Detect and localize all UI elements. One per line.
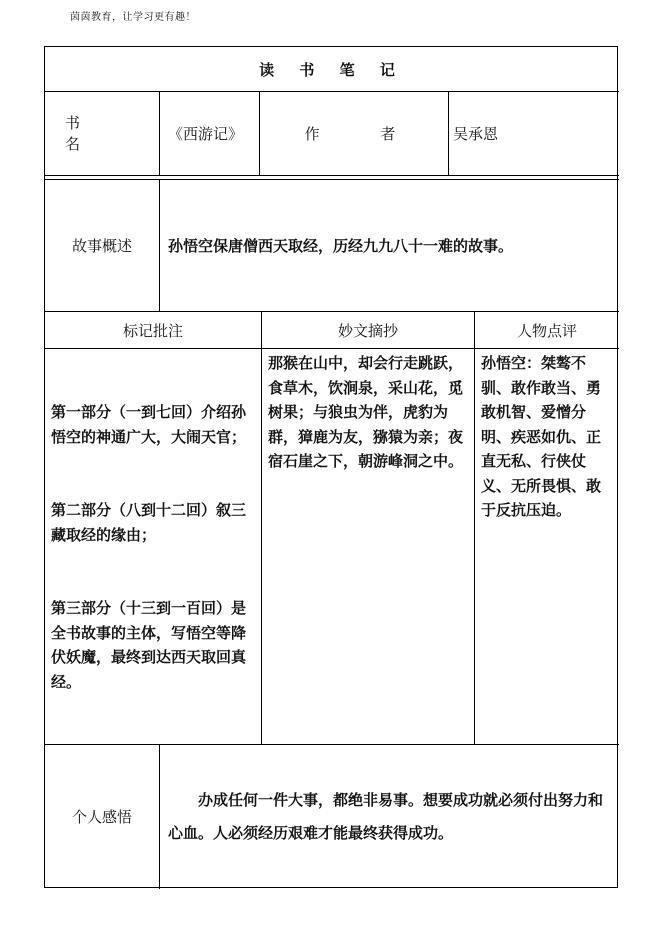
- book-name-value: 《西游记》: [168, 124, 244, 143]
- summary-text: 孙悟空保唐僧西天取经，历经九九八十一难的故事。: [168, 237, 514, 255]
- character-header: 人物点评: [516, 321, 577, 340]
- character-body: 孙悟空：桀骜不驯、敢作敢当、勇敢机智、爱憎分明、疾恶如仇、正直无私、行侠仗义、无所畏惧、敢于反抗压迫。: [481, 354, 602, 519]
- annotation-body: [45, 349, 261, 744]
- annotation-part-2: 第二部分（八到十二回）叙三藏取经的缘由；: [51, 501, 247, 544]
- excerpt-body: 那猴在山中，却会行走跳跃，食草木，饮涧泉，采山花，觅树果；与狼虫为伴，虎豹为群，獐鹿为友，猕猿为亲；夜宿石崖之下，朝游峰洞之中。: [268, 354, 464, 470]
- author-value: 吴承恩: [453, 124, 499, 143]
- reflection-text: 办成任何一件大事，都绝非易事。想要成功就必须付出努力和心血。人必须经历艰难才能最终获得成功。: [168, 790, 604, 842]
- author-label: 作 者: [304, 124, 424, 143]
- reading-notes-table: [44, 46, 618, 888]
- rule-info-1: [45, 175, 619, 176]
- header-note: 茵茵教育，让学习更有趣！: [70, 12, 196, 23]
- excerpt-header: 妙文摘抄: [337, 321, 398, 340]
- notes-title: 读 书 笔 记: [259, 60, 405, 79]
- reflection-cell: [160, 745, 619, 888]
- summary-label: 故事概述: [71, 237, 132, 255]
- annotation-part-1: 第一部分（一到七回）介绍孙悟空的神通广大，大闹天官；: [51, 403, 247, 446]
- reflection-label: 个人感悟: [71, 808, 132, 826]
- annotation-part-3: 第三部分（十三到一百回）是全书故事的主体，写悟空等降伏妖魔，最终到达西天取回真经。: [51, 599, 247, 691]
- book-name-label: 书 名: [65, 114, 109, 153]
- annotation-header: 标记批注: [122, 321, 183, 340]
